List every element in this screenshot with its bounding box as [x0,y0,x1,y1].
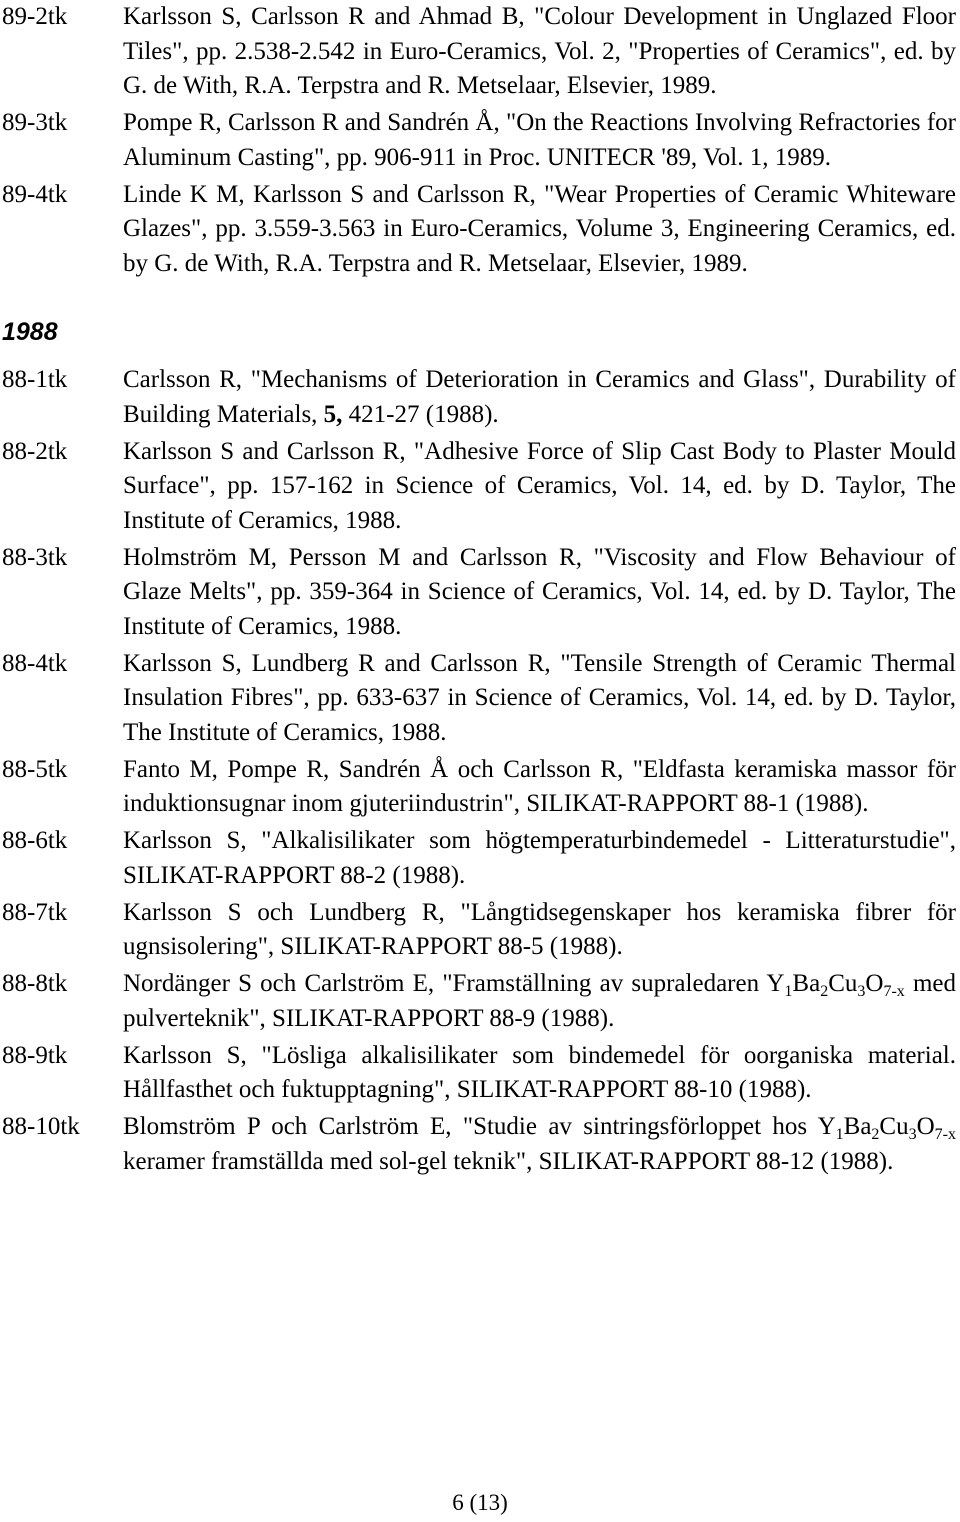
formula-subscript: 7-x [883,983,905,1000]
reference-code: 88-5tk [2,755,68,783]
reference-text-part: Nordänger S och Carlström E, "Framställning av supraledaren [123,970,767,997]
formula-subscript: 1 [835,1126,844,1143]
reference-code: 88-4tk [2,649,68,677]
reference-text: Karlsson S, Carlsson R and Ahmad B, "Colour Development in Unglazed Floor Tiles", pp. 2.538-2.542 in Euro-Ceramics, Vol. 2, "Properties of Ceramics", ed. by G. de With, R.A. Terpstra and R. Metselaar, Elsevier, 1989. [123,3,956,99]
formula-element: O [916,1113,935,1140]
reference-text-part: med pulverteknik", SILIKAT-RAPPORT 88-9 (1988). [123,970,956,1032]
reference-entry [0,1039,960,1108]
reference-text: Holmström M, Persson M and Carlsson R, "Viscosity and Flow Behaviour of Glaze Melts", pp. 359-364 in Science of Ceramics, Vol. 14, ed. by D. Taylor, The Institute of Ceramics, 1988. [123,543,956,640]
formula-subscript: 3 [857,983,866,1000]
formula-element: O [865,970,884,997]
reference-text: Pompe R, Carlsson R and Sandrén Å, "On the Reactions Involving Refractories for Aluminum Casting", pp. 906-911 in Proc. UNITECR '89, Vol. 1, 1989. [123,109,956,171]
reference-text: Fanto M, Pompe R, Sandrén Å och Carlsson R, "Eldfasta keramiska massor för induktionsugnar inom gjuteriindustrin", SILIKAT-RAPPORT 88-1 (1988). [123,755,956,817]
reference-text-part: Blomström P och Carlström E, "Studie av sintringsförloppet hos [123,1113,818,1140]
reference-code: 88-1tk [2,366,68,393]
reference-text: Karlsson S, "Lösliga alkalisilikater som bindemedel för oorganiska material. Hållfasthet och fuktupptagning", SILIKAT-RAPPORT 88-10 (1988). [123,1041,956,1103]
reference-code: 88-8tk [2,970,68,997]
formula-subscript: 1 [784,983,793,1000]
reference-code: 88-9tk [2,1041,68,1069]
reference-entry [0,178,960,282]
chemical-formula [766,970,905,1000]
formula-element: Ba [843,1113,872,1140]
section-heading-1988: 1988 [2,318,58,346]
reference-entry [0,541,960,645]
reference-code: 89-2tk [2,3,68,30]
reference-text-part: 421-27 (1988). [342,400,499,428]
reference-entry [0,106,960,175]
reference-code: 89-3tk [2,109,68,136]
reference-entry [0,967,960,1036]
formula-element: Ba [792,970,821,997]
reference-code: 88-6tk [2,827,68,854]
formula-subscript: 7-x [934,1126,956,1143]
reference-entry [0,0,960,104]
formula-element: Y [766,970,785,997]
formula-subscript: 2 [820,983,829,1000]
formula-element: Cu [879,1113,909,1140]
reference-text: Karlsson S och Lundberg R, "Långtidsegenskaper hos keramiska fibrer för ugnsisolering", SILIKAT-RAPPORT 88-5 (1988). [123,898,956,960]
reference-text [123,363,956,432]
chemical-formula [817,1113,956,1143]
formula-element: Cu [828,970,858,997]
reference-text-part: keramer framställda med sol-gel teknik", SILIKAT-RAPPORT 88-12 (1988). [123,1147,894,1175]
reference-code: 89-4tk [2,180,68,208]
reference-code: 88-7tk [2,898,68,926]
reference-entry [0,896,960,965]
reference-text-part: Carlsson R, "Mechanisms of Deterioration in Ceramics and Glass", Durability of Building Materials, [123,366,956,428]
reference-entry [0,824,960,893]
page-number: 6 (13) [452,1490,508,1515]
formula-element: Y [817,1113,836,1140]
formula-subscript: 3 [908,1126,917,1143]
reference-entry [0,647,960,751]
reference-entry [0,1110,960,1179]
reference-text [123,967,956,1036]
reference-text: Linde K M, Karlsson S and Carlsson R, "Wear Properties of Ceramic Whiteware Glazes", pp. 3.559-3.563 in Euro-Ceramics, Volume 3, Engineering Ceramics, ed. by G. de With, R.A. Terpstra and R. Metselaar, Elsevier, 1989. [123,180,956,277]
reference-entry [0,363,960,432]
formula-subscript: 2 [871,1126,880,1143]
reference-code: 88-10tk [2,1113,80,1140]
reference-text: Karlsson S and Carlsson R, "Adhesive Force of Slip Cast Body to Plaster Mould Surface", pp. 157-162 in Science of Ceramics, Vol. 14, ed. by D. Taylor, The Institute of Ceramics, 1988. [123,437,956,534]
reference-text [123,1110,956,1179]
reference-text: Karlsson S, Lundberg R and Carlsson R, "Tensile Strength of Ceramic Thermal Insulation Fibres", pp. 633-637 in Science of Ceramics, Vol. 14, ed. by D. Taylor, The Institute of Ceramics, 1988. [123,649,956,746]
reference-entry [0,435,960,539]
reference-code: 88-2tk [2,437,68,465]
reference-code: 88-3tk [2,543,68,571]
reference-entry [0,753,960,822]
reference-text: Karlsson S, "Alkalisilikater som högtemperaturbindemedel - Litteraturstudie", SILIKAT-RAPPORT 88-2 (1988). [123,827,956,889]
volume-number: 5, [323,400,343,428]
